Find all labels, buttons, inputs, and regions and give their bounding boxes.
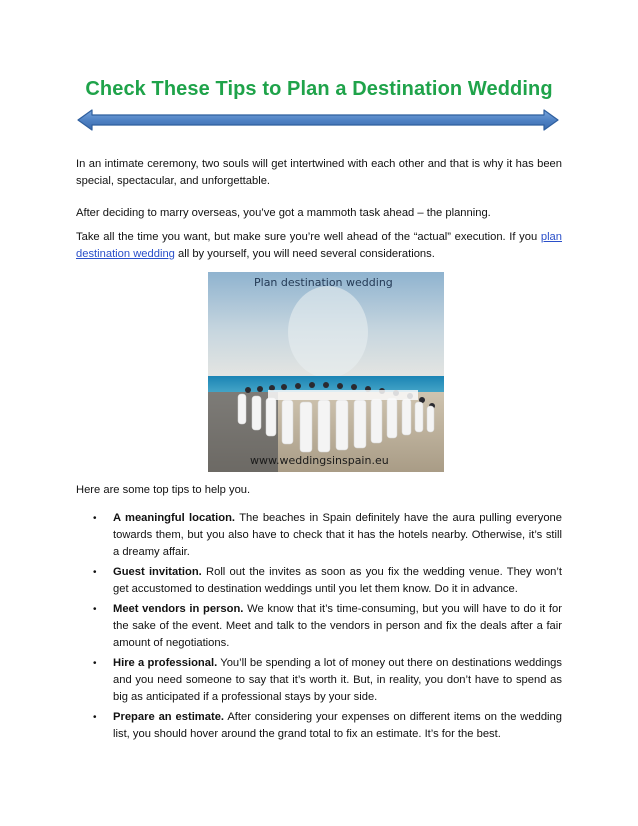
tip-title: Guest invitation. (113, 566, 202, 578)
photo-caption-bottom: www.weddingsinspain.eu (250, 454, 389, 467)
tip-title: A meaningful location. (113, 512, 236, 524)
list-item (76, 564, 562, 598)
tip-text: We know that it’s time-consuming, but you will have to do it for the sake of the event. Meet and talk to the vendors in person and fix the deals after a fair amount of negotiations. (113, 603, 562, 649)
planning-paragraph: After deciding to marry overseas, you’ve got a mammoth task ahead – the planning. (76, 207, 491, 219)
list-item (76, 601, 562, 652)
list-item (76, 655, 562, 706)
bullet-icon: • (93, 567, 97, 578)
bullet-icon: • (93, 658, 97, 669)
tips-intro: Here are some top tips to help you. (76, 484, 251, 496)
tip-title: Meet vendors in person. (113, 603, 244, 615)
wedding-beach-photo (208, 272, 444, 472)
tip-text: The beaches in Spain definitely have the aura pulling everyone towards them, but you also have to check that it has the hotels nearby. Otherwise, it’s still a dreamy affair. (113, 512, 562, 558)
execution-text-end: all by yourself, you will need several considerations. (174, 248, 435, 260)
tip-title: Prepare an estimate. (113, 711, 225, 723)
tip-text: You’ll be spending a lot of money out there on destinations weddings and you need someone to say that it’s worth it. But, in reality, you don’t have to spend as big as anticipated if a professional stays by your side. (113, 657, 562, 703)
page-title: Check These Tips to Plan a Destination Wedding (85, 78, 553, 100)
tip-title: Hire a professional. (113, 657, 218, 669)
execution-paragraph (76, 229, 562, 263)
tip-text: After considering your expenses on different items on the wedding list, you should hover around the grand total to fix an estimate. It’s for the best. (113, 711, 562, 740)
list-item (76, 709, 562, 743)
bullet-icon: • (93, 513, 97, 524)
double-arrow-divider (76, 108, 560, 132)
execution-text: Take all the time you want, but make sure you’re well ahead of the “actual” execution. If you (76, 231, 541, 243)
tip-text: Roll out the invites as soon as you fix the wedding venue. They won’t get accustomed to destination weddings until you let them know. Do it in advance. (113, 566, 562, 595)
list-item (76, 510, 562, 561)
photo-caption-top: Plan destination wedding (254, 276, 393, 289)
bullet-icon: • (93, 712, 97, 723)
bullet-icon: • (93, 604, 97, 615)
intro-paragraph: In an intimate ceremony, two souls will get intertwined with each other and that is why it has been special, spectacular, and unforgettable. (76, 158, 562, 187)
tips-list (76, 510, 562, 746)
plan-destination-wedding-link[interactable]: plan destination wedding (76, 231, 562, 260)
